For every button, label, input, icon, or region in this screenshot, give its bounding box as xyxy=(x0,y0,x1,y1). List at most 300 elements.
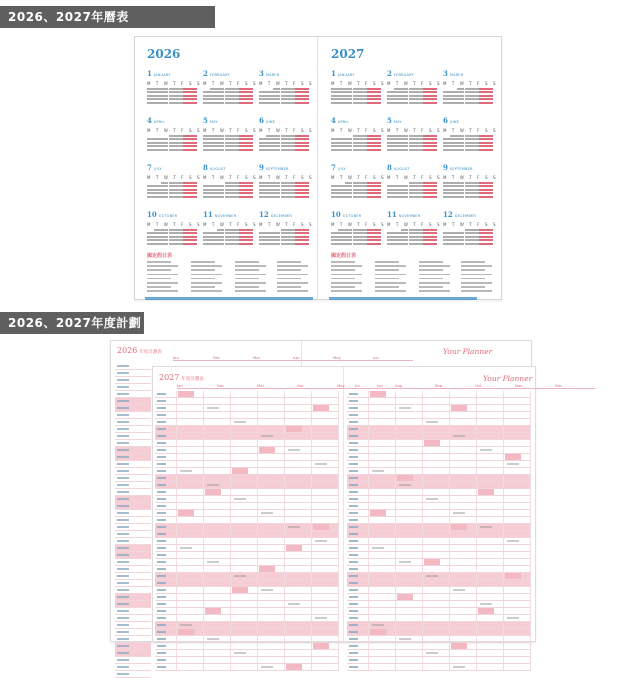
day-cell[interactable] xyxy=(423,622,450,628)
day-cell[interactable] xyxy=(285,482,312,488)
day-cell[interactable] xyxy=(204,538,231,544)
day-cell[interactable] xyxy=(423,419,450,425)
day-cell[interactable] xyxy=(177,391,204,397)
day-cell[interactable] xyxy=(369,594,396,600)
day-cell[interactable] xyxy=(231,489,258,495)
day-cell[interactable] xyxy=(258,440,285,446)
day-cell[interactable] xyxy=(258,482,285,488)
day-cell[interactable] xyxy=(204,489,231,495)
day-cell[interactable] xyxy=(312,615,339,621)
day-cell[interactable] xyxy=(177,524,204,530)
day-cell[interactable] xyxy=(231,461,258,467)
day-cell[interactable] xyxy=(396,545,423,551)
day-cell[interactable] xyxy=(504,552,531,558)
day-cell[interactable] xyxy=(312,482,339,488)
day-cell[interactable] xyxy=(231,496,258,502)
day-cell[interactable] xyxy=(477,615,504,621)
day-cell[interactable] xyxy=(504,440,531,446)
day-cell[interactable] xyxy=(477,412,504,418)
day-cell[interactable] xyxy=(204,524,231,530)
day-cell[interactable] xyxy=(204,433,231,439)
day-cell[interactable] xyxy=(177,531,204,537)
day-cell[interactable] xyxy=(396,517,423,523)
day-cell[interactable] xyxy=(231,405,258,411)
day-cell[interactable] xyxy=(369,538,396,544)
day-cell[interactable] xyxy=(204,601,231,607)
day-cell[interactable] xyxy=(177,412,204,418)
day-cell[interactable] xyxy=(312,524,339,530)
day-cell[interactable] xyxy=(204,468,231,474)
day-cell[interactable] xyxy=(396,426,423,432)
day-cell[interactable] xyxy=(312,475,339,481)
day-cell[interactable] xyxy=(312,405,339,411)
day-cell[interactable] xyxy=(285,643,312,649)
day-cell[interactable] xyxy=(258,531,285,537)
day-cell[interactable] xyxy=(477,461,504,467)
day-cell[interactable] xyxy=(504,503,531,509)
day-cell[interactable] xyxy=(396,601,423,607)
day-cell[interactable] xyxy=(204,510,231,516)
day-cell[interactable] xyxy=(204,552,231,558)
day-cell[interactable] xyxy=(477,482,504,488)
day-cell[interactable] xyxy=(396,531,423,537)
day-cell[interactable] xyxy=(504,391,531,397)
day-cell[interactable] xyxy=(396,412,423,418)
day-cell[interactable] xyxy=(285,629,312,635)
day-cell[interactable] xyxy=(258,510,285,516)
day-cell[interactable] xyxy=(204,454,231,460)
day-cell[interactable] xyxy=(369,601,396,607)
day-cell[interactable] xyxy=(450,454,477,460)
day-cell[interactable] xyxy=(369,531,396,537)
day-cell[interactable] xyxy=(396,524,423,530)
day-cell[interactable] xyxy=(231,447,258,453)
day-cell[interactable] xyxy=(477,573,504,579)
day-cell[interactable] xyxy=(258,636,285,642)
day-cell[interactable] xyxy=(204,622,231,628)
day-cell[interactable] xyxy=(477,552,504,558)
day-cell[interactable] xyxy=(177,664,204,670)
day-cell[interactable] xyxy=(504,650,531,656)
day-cell[interactable] xyxy=(396,559,423,565)
day-cell[interactable] xyxy=(312,398,339,404)
day-cell[interactable] xyxy=(285,559,312,565)
day-cell[interactable] xyxy=(231,531,258,537)
day-cell[interactable] xyxy=(258,552,285,558)
day-cell[interactable] xyxy=(285,573,312,579)
day-cell[interactable] xyxy=(312,454,339,460)
day-cell[interactable] xyxy=(450,405,477,411)
day-cell[interactable] xyxy=(423,447,450,453)
day-cell[interactable] xyxy=(369,440,396,446)
day-cell[interactable] xyxy=(450,566,477,572)
day-cell[interactable] xyxy=(177,608,204,614)
day-cell[interactable] xyxy=(396,475,423,481)
day-cell[interactable] xyxy=(258,517,285,523)
day-cell[interactable] xyxy=(177,517,204,523)
day-cell[interactable] xyxy=(450,433,477,439)
day-cell[interactable] xyxy=(504,454,531,460)
day-cell[interactable] xyxy=(231,482,258,488)
day-cell[interactable] xyxy=(477,580,504,586)
day-cell[interactable] xyxy=(312,412,339,418)
day-cell[interactable] xyxy=(177,545,204,551)
day-cell[interactable] xyxy=(504,433,531,439)
day-cell[interactable] xyxy=(477,629,504,635)
day-cell[interactable] xyxy=(423,580,450,586)
day-cell[interactable] xyxy=(477,622,504,628)
day-cell[interactable] xyxy=(204,405,231,411)
day-cell[interactable] xyxy=(423,573,450,579)
day-cell[interactable] xyxy=(204,531,231,537)
day-cell[interactable] xyxy=(258,496,285,502)
day-cell[interactable] xyxy=(504,545,531,551)
day-cell[interactable] xyxy=(396,643,423,649)
day-cell[interactable] xyxy=(504,615,531,621)
day-cell[interactable] xyxy=(450,489,477,495)
day-cell[interactable] xyxy=(396,440,423,446)
day-cell[interactable] xyxy=(177,650,204,656)
day-cell[interactable] xyxy=(231,510,258,516)
day-cell[interactable] xyxy=(204,440,231,446)
day-cell[interactable] xyxy=(231,419,258,425)
day-cell[interactable] xyxy=(450,503,477,509)
day-cell[interactable] xyxy=(177,643,204,649)
day-cell[interactable] xyxy=(396,405,423,411)
day-cell[interactable] xyxy=(477,517,504,523)
day-cell[interactable] xyxy=(231,503,258,509)
day-cell[interactable] xyxy=(258,391,285,397)
day-cell[interactable] xyxy=(231,601,258,607)
day-cell[interactable] xyxy=(204,643,231,649)
day-cell[interactable] xyxy=(450,601,477,607)
day-cell[interactable] xyxy=(231,650,258,656)
day-cell[interactable] xyxy=(369,552,396,558)
day-cell[interactable] xyxy=(177,510,204,516)
day-cell[interactable] xyxy=(231,629,258,635)
day-cell[interactable] xyxy=(423,433,450,439)
day-cell[interactable] xyxy=(231,412,258,418)
day-cell[interactable] xyxy=(504,461,531,467)
day-cell[interactable] xyxy=(312,419,339,425)
day-cell[interactable] xyxy=(477,489,504,495)
day-cell[interactable] xyxy=(369,475,396,481)
day-cell[interactable] xyxy=(312,601,339,607)
day-cell[interactable] xyxy=(258,468,285,474)
day-cell[interactable] xyxy=(285,580,312,586)
day-cell[interactable] xyxy=(177,629,204,635)
day-cell[interactable] xyxy=(258,503,285,509)
day-cell[interactable] xyxy=(231,454,258,460)
day-cell[interactable] xyxy=(177,587,204,593)
day-cell[interactable] xyxy=(396,636,423,642)
day-cell[interactable] xyxy=(312,538,339,544)
day-cell[interactable] xyxy=(423,468,450,474)
day-cell[interactable] xyxy=(369,433,396,439)
day-cell[interactable] xyxy=(396,503,423,509)
day-cell[interactable] xyxy=(312,461,339,467)
day-cell[interactable] xyxy=(231,433,258,439)
day-cell[interactable] xyxy=(177,468,204,474)
day-cell[interactable] xyxy=(285,391,312,397)
day-cell[interactable] xyxy=(450,657,477,663)
day-cell[interactable] xyxy=(312,447,339,453)
day-cell[interactable] xyxy=(177,503,204,509)
day-cell[interactable] xyxy=(285,524,312,530)
day-cell[interactable] xyxy=(450,629,477,635)
day-cell[interactable] xyxy=(258,461,285,467)
day-cell[interactable] xyxy=(423,489,450,495)
day-cell[interactable] xyxy=(285,566,312,572)
day-cell[interactable] xyxy=(231,580,258,586)
day-cell[interactable] xyxy=(231,594,258,600)
day-cell[interactable] xyxy=(477,433,504,439)
day-cell[interactable] xyxy=(231,573,258,579)
day-cell[interactable] xyxy=(423,461,450,467)
day-cell[interactable] xyxy=(285,398,312,404)
day-cell[interactable] xyxy=(423,412,450,418)
day-cell[interactable] xyxy=(477,447,504,453)
day-cell[interactable] xyxy=(423,552,450,558)
day-cell[interactable] xyxy=(312,489,339,495)
day-cell[interactable] xyxy=(258,650,285,656)
day-cell[interactable] xyxy=(477,405,504,411)
day-cell[interactable] xyxy=(231,517,258,523)
day-cell[interactable] xyxy=(312,552,339,558)
day-cell[interactable] xyxy=(258,524,285,530)
day-cell[interactable] xyxy=(177,496,204,502)
day-cell[interactable] xyxy=(231,440,258,446)
day-cell[interactable] xyxy=(177,440,204,446)
day-cell[interactable] xyxy=(285,405,312,411)
day-cell[interactable] xyxy=(423,594,450,600)
day-cell[interactable] xyxy=(423,496,450,502)
day-cell[interactable] xyxy=(258,594,285,600)
day-cell[interactable] xyxy=(312,636,339,642)
day-cell[interactable] xyxy=(450,622,477,628)
day-cell[interactable] xyxy=(312,426,339,432)
day-cell[interactable] xyxy=(504,608,531,614)
day-cell[interactable] xyxy=(450,482,477,488)
day-cell[interactable] xyxy=(423,398,450,404)
day-cell[interactable] xyxy=(504,594,531,600)
day-cell[interactable] xyxy=(312,573,339,579)
day-cell[interactable] xyxy=(258,566,285,572)
day-cell[interactable] xyxy=(204,475,231,481)
day-cell[interactable] xyxy=(312,503,339,509)
day-cell[interactable] xyxy=(312,594,339,600)
day-cell[interactable] xyxy=(231,608,258,614)
day-cell[interactable] xyxy=(258,608,285,614)
day-cell[interactable] xyxy=(231,398,258,404)
day-cell[interactable] xyxy=(258,587,285,593)
day-cell[interactable] xyxy=(423,475,450,481)
day-cell[interactable] xyxy=(477,559,504,565)
day-cell[interactable] xyxy=(423,517,450,523)
day-cell[interactable] xyxy=(369,580,396,586)
day-cell[interactable] xyxy=(177,538,204,544)
day-cell[interactable] xyxy=(231,538,258,544)
day-cell[interactable] xyxy=(285,461,312,467)
day-cell[interactable] xyxy=(504,538,531,544)
day-cell[interactable] xyxy=(231,615,258,621)
day-cell[interactable] xyxy=(204,419,231,425)
day-cell[interactable] xyxy=(504,566,531,572)
day-cell[interactable] xyxy=(450,615,477,621)
day-cell[interactable] xyxy=(450,552,477,558)
day-cell[interactable] xyxy=(423,629,450,635)
day-cell[interactable] xyxy=(369,510,396,516)
day-cell[interactable] xyxy=(231,622,258,628)
day-cell[interactable] xyxy=(423,454,450,460)
day-cell[interactable] xyxy=(312,650,339,656)
day-cell[interactable] xyxy=(450,573,477,579)
day-cell[interactable] xyxy=(477,510,504,516)
day-cell[interactable] xyxy=(504,573,531,579)
day-cell[interactable] xyxy=(477,650,504,656)
day-cell[interactable] xyxy=(450,636,477,642)
day-cell[interactable] xyxy=(450,608,477,614)
day-cell[interactable] xyxy=(369,419,396,425)
day-cell[interactable] xyxy=(369,517,396,523)
day-cell[interactable] xyxy=(204,503,231,509)
day-cell[interactable] xyxy=(396,489,423,495)
day-cell[interactable] xyxy=(504,664,531,670)
day-cell[interactable] xyxy=(312,559,339,565)
day-cell[interactable] xyxy=(204,412,231,418)
day-cell[interactable] xyxy=(258,573,285,579)
day-cell[interactable] xyxy=(477,496,504,502)
day-cell[interactable] xyxy=(285,447,312,453)
day-cell[interactable] xyxy=(369,405,396,411)
day-cell[interactable] xyxy=(285,412,312,418)
day-cell[interactable] xyxy=(285,433,312,439)
day-cell[interactable] xyxy=(504,419,531,425)
day-cell[interactable] xyxy=(312,608,339,614)
day-cell[interactable] xyxy=(258,629,285,635)
day-cell[interactable] xyxy=(369,496,396,502)
day-cell[interactable] xyxy=(450,412,477,418)
day-cell[interactable] xyxy=(504,636,531,642)
day-cell[interactable] xyxy=(423,524,450,530)
day-cell[interactable] xyxy=(204,573,231,579)
day-cell[interactable] xyxy=(285,503,312,509)
day-cell[interactable] xyxy=(258,664,285,670)
day-cell[interactable] xyxy=(258,447,285,453)
day-cell[interactable] xyxy=(285,622,312,628)
day-cell[interactable] xyxy=(504,601,531,607)
day-cell[interactable] xyxy=(369,461,396,467)
day-cell[interactable] xyxy=(423,566,450,572)
day-cell[interactable] xyxy=(258,489,285,495)
day-cell[interactable] xyxy=(477,503,504,509)
day-cell[interactable] xyxy=(504,496,531,502)
day-cell[interactable] xyxy=(285,664,312,670)
day-cell[interactable] xyxy=(396,391,423,397)
day-cell[interactable] xyxy=(231,643,258,649)
day-cell[interactable] xyxy=(396,650,423,656)
day-cell[interactable] xyxy=(477,636,504,642)
day-cell[interactable] xyxy=(369,412,396,418)
day-cell[interactable] xyxy=(423,405,450,411)
day-cell[interactable] xyxy=(204,391,231,397)
day-cell[interactable] xyxy=(312,440,339,446)
day-cell[interactable] xyxy=(396,587,423,593)
day-cell[interactable] xyxy=(423,636,450,642)
day-cell[interactable] xyxy=(396,594,423,600)
day-cell[interactable] xyxy=(369,650,396,656)
day-cell[interactable] xyxy=(423,482,450,488)
day-cell[interactable] xyxy=(285,657,312,663)
day-cell[interactable] xyxy=(477,391,504,397)
day-cell[interactable] xyxy=(450,587,477,593)
day-cell[interactable] xyxy=(369,608,396,614)
day-cell[interactable] xyxy=(504,468,531,474)
day-cell[interactable] xyxy=(477,566,504,572)
day-cell[interactable] xyxy=(204,594,231,600)
day-cell[interactable] xyxy=(312,433,339,439)
day-cell[interactable] xyxy=(477,426,504,432)
day-cell[interactable] xyxy=(369,664,396,670)
day-cell[interactable] xyxy=(423,503,450,509)
day-cell[interactable] xyxy=(477,475,504,481)
day-cell[interactable] xyxy=(504,447,531,453)
day-cell[interactable] xyxy=(450,650,477,656)
day-cell[interactable] xyxy=(477,454,504,460)
day-cell[interactable] xyxy=(477,524,504,530)
day-cell[interactable] xyxy=(204,608,231,614)
day-cell[interactable] xyxy=(204,566,231,572)
day-cell[interactable] xyxy=(423,587,450,593)
day-cell[interactable] xyxy=(285,489,312,495)
day-cell[interactable] xyxy=(396,454,423,460)
day-cell[interactable] xyxy=(258,657,285,663)
day-cell[interactable] xyxy=(477,531,504,537)
day-cell[interactable] xyxy=(258,412,285,418)
day-cell[interactable] xyxy=(396,657,423,663)
day-cell[interactable] xyxy=(369,447,396,453)
day-cell[interactable] xyxy=(285,531,312,537)
day-cell[interactable] xyxy=(450,461,477,467)
day-cell[interactable] xyxy=(231,657,258,663)
day-cell[interactable] xyxy=(504,559,531,565)
day-cell[interactable] xyxy=(177,552,204,558)
day-cell[interactable] xyxy=(258,538,285,544)
day-cell[interactable] xyxy=(177,426,204,432)
day-cell[interactable] xyxy=(312,622,339,628)
day-cell[interactable] xyxy=(312,566,339,572)
day-cell[interactable] xyxy=(396,629,423,635)
day-cell[interactable] xyxy=(177,573,204,579)
day-cell[interactable] xyxy=(204,517,231,523)
day-cell[interactable] xyxy=(423,559,450,565)
day-cell[interactable] xyxy=(477,601,504,607)
day-cell[interactable] xyxy=(369,636,396,642)
day-cell[interactable] xyxy=(285,475,312,481)
day-cell[interactable] xyxy=(477,398,504,404)
day-cell[interactable] xyxy=(450,419,477,425)
day-cell[interactable] xyxy=(204,426,231,432)
day-cell[interactable] xyxy=(312,391,339,397)
day-cell[interactable] xyxy=(504,517,531,523)
day-cell[interactable] xyxy=(231,468,258,474)
day-cell[interactable] xyxy=(258,433,285,439)
day-cell[interactable] xyxy=(312,657,339,663)
day-cell[interactable] xyxy=(450,664,477,670)
day-cell[interactable] xyxy=(369,454,396,460)
day-cell[interactable] xyxy=(258,545,285,551)
day-cell[interactable] xyxy=(396,538,423,544)
